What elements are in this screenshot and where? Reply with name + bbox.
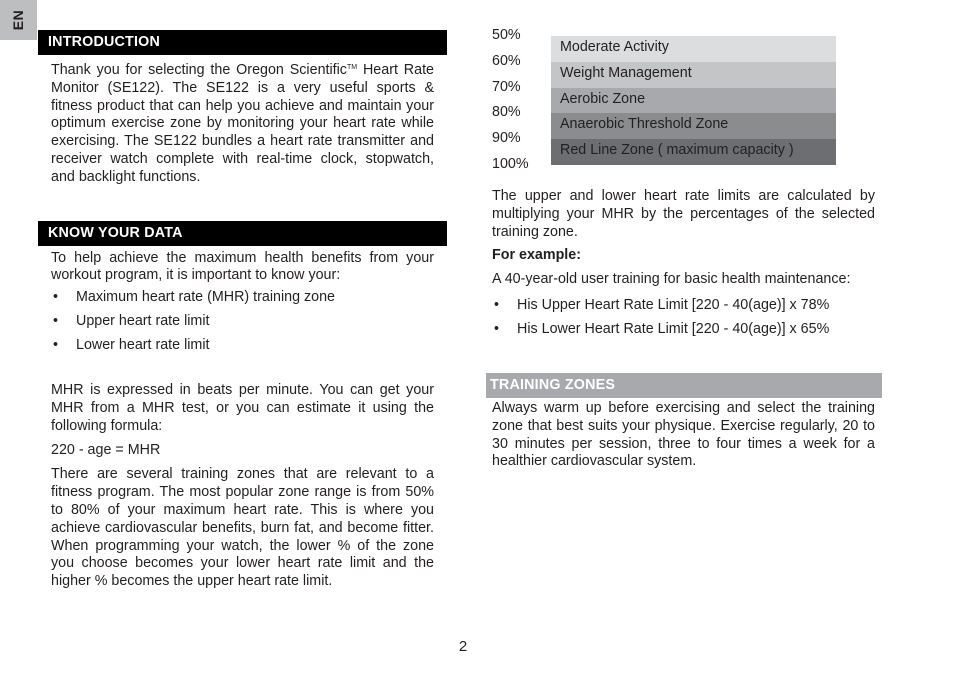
zone-table xyxy=(486,0,882,180)
know-bullet-list xyxy=(38,285,447,357)
percentage-label: 90% xyxy=(492,130,521,147)
zones-paragraph: There are several training zones that are relevant to a fitness program. The most popular zone range is from 50% to 80% of your maximum heart rate. This is where you achieve cardiovascular benefits, burn fat, and become fitter. When programming your watch, the lower % of the zone you choose becomes your lower heart rate limit and the higher % becomes the upper heart rate limit. xyxy=(51,466,434,590)
introduction-body xyxy=(38,55,447,187)
mhr-formula: 220 - age = MHR xyxy=(51,441,161,458)
zone-weight-management: Weight Management xyxy=(551,62,836,88)
list-item: • Maximum heart rate (MHR) training zone xyxy=(51,285,434,309)
percentage-label: 70% xyxy=(492,78,521,95)
intro-text-end: Heart Rate Monitor (SE122). The SE122 is a very useful sports & fitness product that can help you achieve and maintain your optimum exercise zone by monitoring your heart rate while exercising. The SE122 bundles a heart rate transmitter and receiver watch complete with real-time clock, stopwatch, and backlight functions. xyxy=(51,62,435,185)
training-zones-heading: TRAINING ZONES xyxy=(486,373,882,398)
example-text: A 40-year-old user training for basic health maintenance: xyxy=(492,271,851,288)
training-paragraph: Always warm up before exercising and select the training zone that best suits your physique. Exercise regularly, 20 to 30 minutes per session, three to four times a week for a healthier cardiovascular system. xyxy=(492,399,875,470)
know-your-data-heading: KNOW YOUR DATA xyxy=(38,221,447,246)
trademark-mark: TM xyxy=(346,64,358,71)
introduction-paragraph xyxy=(51,59,434,187)
list-item: • Lower heart rate limit xyxy=(51,333,434,357)
percentage-label: 100% xyxy=(492,155,529,172)
intro-text-start: Thank you for selecting the Oregon Scientific xyxy=(51,62,347,78)
know-intro-paragraph: To help achieve the maximum health benefits from your workout program, it is important to know your: xyxy=(51,249,434,284)
zone-moderate-activity: Moderate Activity xyxy=(551,36,836,62)
zone-anaerobic-threshold: Anaerobic Threshold Zone xyxy=(551,113,836,139)
language-tab xyxy=(0,0,37,40)
example-label: For example: xyxy=(492,247,581,264)
list-item: • His Upper Heart Rate Limit [220 - 40(age)] x 78% xyxy=(492,293,876,317)
percentage-labels xyxy=(492,25,529,180)
list-item: • His Lower Heart Rate Limit [220 - 40(age)] x 65% xyxy=(492,317,876,341)
percentage-label: 80% xyxy=(492,104,521,121)
limits-bullet-list xyxy=(486,293,882,341)
percentage-label: 50% xyxy=(492,27,521,43)
know-your-data-body xyxy=(38,246,447,286)
language-label: EN xyxy=(10,9,27,31)
list-item: • Upper heart rate limit xyxy=(51,309,434,333)
training-zones-body xyxy=(486,398,882,471)
introduction-heading: INTRODUCTION xyxy=(38,30,447,55)
zone-aerobic: Aerobic Zone xyxy=(551,88,836,114)
page-number: 2 xyxy=(458,638,468,655)
limits-section xyxy=(486,188,882,289)
zone-red-line: Red Line Zone ( maximum capacity ) xyxy=(551,139,836,165)
mhr-paragraph: MHR is expressed in beats per minute. You can get your MHR from a MHR test, or you can estimate it using the following formula: xyxy=(51,382,434,434)
zone-bands xyxy=(551,36,836,165)
right-column xyxy=(486,0,882,471)
percentage-label: 60% xyxy=(492,52,521,69)
mhr-section xyxy=(38,382,447,591)
left-column xyxy=(38,30,447,591)
limits-paragraph: The upper and lower heart rate limits are calculated by multiplying your MHR by the percentages of the selected training zone. xyxy=(492,188,875,240)
